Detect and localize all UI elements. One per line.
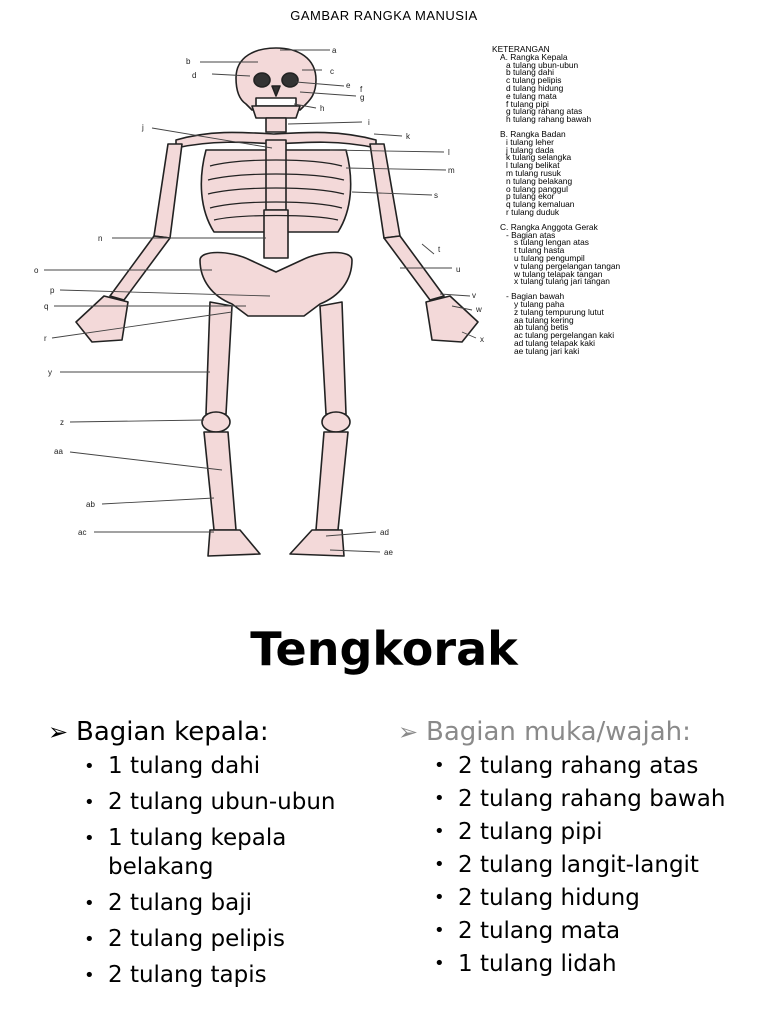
face-bones-heading (398, 716, 758, 748)
tengkorak-slide (0, 580, 768, 1024)
label-y: y (48, 368, 52, 377)
legend-item: ab tulang betis (514, 322, 569, 333)
label-q: q (44, 302, 49, 311)
legend-subsection: - Bagian bawah (506, 291, 565, 302)
label-m: m (448, 166, 455, 175)
label-f: f (360, 85, 363, 94)
legend-item: l tulang belikat (506, 160, 560, 171)
label-s: s (434, 191, 438, 200)
list-item: • 2 tulang rahang atas (434, 753, 699, 779)
legend-item: o tulang panggul (506, 183, 568, 194)
label-u: u (456, 265, 461, 274)
bullet-icon: • (434, 887, 445, 908)
bullet-icon: • (434, 953, 445, 974)
label-g: g (360, 93, 365, 102)
legend-item: q tulang kemaluan (506, 199, 575, 210)
legend-item: ad tulang telapak kaki (514, 337, 596, 348)
legend-section-title: C. Rangka Anggota Gerak (500, 221, 598, 232)
label-n: n (98, 234, 103, 243)
bullet-icon: • (84, 828, 95, 849)
label-l: l (448, 148, 450, 157)
arrow-bullet-icon: ➢ (48, 718, 69, 746)
legend-item: z tulang tempurung lutut (514, 306, 604, 317)
head-bones-list (48, 752, 378, 990)
legend-section-title: B. Rangka Badan (500, 128, 566, 139)
legend-item: r tulang duduk (506, 206, 560, 217)
legend-item: v tulang pergelangan tangan (514, 260, 621, 271)
legend-section-title: A. Rangka Kepala (500, 51, 568, 62)
legend-item: d tulang hidung (506, 82, 564, 93)
list-item: • 2 tulang baji (84, 890, 252, 916)
bullet-icon: • (84, 965, 95, 986)
list-item: • 2 tulang rahang bawah (434, 786, 726, 812)
list-item: • 2 tulang hidung (434, 885, 640, 911)
bullet-icon: • (84, 893, 95, 914)
list-item: • 2 tulang langit-langit (434, 852, 699, 878)
label-aa: aa (54, 447, 63, 456)
legend-item: j tulang dada (506, 144, 554, 155)
bullet-icon: • (434, 755, 445, 776)
legend-item: aa tulang kering (514, 314, 574, 325)
label-h: h (320, 104, 325, 113)
label-b: b (186, 57, 191, 66)
legend-item: a tulang ubun-ubun (506, 59, 579, 70)
legend-header: KETERANGAN (492, 44, 550, 54)
legend-item: p tulang ekor (506, 191, 555, 202)
label-o: o (34, 266, 39, 275)
head-bones-column (48, 716, 378, 997)
bullet-icon: • (434, 854, 445, 875)
legend-item: w tulang telapak tangan (514, 268, 603, 279)
slide-title: Tengkorak (250, 622, 518, 676)
label-ad: ad (380, 528, 389, 537)
legend-item: f tulang pipi (506, 98, 549, 109)
label-ab: ab (86, 500, 95, 509)
head-bones-heading-label: Bagian kepala: (76, 717, 269, 747)
legend-item: u tulang pengumpil (514, 252, 585, 263)
list-item: • 1 tulang lidah (434, 951, 617, 977)
label-j: j (142, 123, 144, 132)
legend-item: t tulang hasta (514, 245, 565, 256)
legend-item: m tulang rusuk (506, 167, 561, 178)
head-bones-heading (48, 716, 378, 748)
face-bones-list (398, 752, 758, 978)
bullet-icon: • (84, 756, 95, 777)
legend-subsection: - Bagian atas (506, 229, 556, 240)
list-item: • 2 tulang tapis (84, 962, 267, 988)
legend-item: e tulang mata (506, 90, 557, 101)
legend-item: h tulang rahang bawah (506, 114, 592, 125)
bullet-icon: • (84, 929, 95, 950)
legend-item: g tulang rahang atas (506, 106, 583, 117)
legend-item: x tulang tulang jari tangan (514, 276, 610, 287)
label-r: r (44, 334, 47, 343)
bullet-icon: • (434, 920, 445, 941)
list-item: • 2 tulang pipi (434, 819, 603, 845)
legend-item: i tulang leher (506, 136, 554, 147)
legend-item: ac tulang pergelangan kaki (514, 330, 615, 341)
diagram-title: GAMBAR RANGKA MANUSIA (290, 8, 478, 23)
legend-item: n tulang belakang (506, 175, 573, 186)
label-e: e (346, 81, 351, 90)
legend-item: b tulang dahi (506, 67, 554, 78)
bullet-icon: • (434, 788, 445, 809)
label-z: z (60, 418, 64, 427)
legend-item: k tulang selangka (506, 152, 572, 163)
legend-item: ae tulang jari kaki (514, 345, 580, 356)
diagram-legend (492, 46, 752, 355)
list-item: • 1 tulang kepala belakang (84, 825, 287, 880)
legend-item: s tulang lengan atas (514, 237, 589, 248)
label-t: t (438, 245, 441, 254)
label-w: w (476, 305, 482, 314)
list-item: • 2 tulang ubun-ubun (84, 789, 336, 815)
label-a: a (332, 46, 337, 55)
legend-item: y tulang paha (514, 298, 565, 309)
label-ae: ae (384, 548, 393, 557)
legend-item: c tulang pelipis (506, 75, 562, 86)
face-bones-heading-label: Bagian muka/wajah: (426, 717, 691, 747)
label-d: d (192, 71, 197, 80)
bullet-icon: • (434, 821, 445, 842)
face-bones-column (398, 716, 758, 983)
list-item: • 2 tulang mata (434, 918, 621, 944)
arrow-bullet-icon: ➢ (398, 718, 419, 746)
bullet-icon: • (84, 792, 95, 813)
label-k: k (406, 132, 410, 141)
label-ac: ac (78, 528, 87, 537)
list-item: • 1 tulang dahi (84, 753, 261, 779)
list-item: • 2 tulang pelipis (84, 926, 286, 952)
label-c: c (330, 67, 334, 76)
label-x: x (480, 335, 484, 344)
label-i: i (368, 118, 370, 127)
label-v: v (472, 291, 476, 300)
label-p: p (50, 286, 55, 295)
